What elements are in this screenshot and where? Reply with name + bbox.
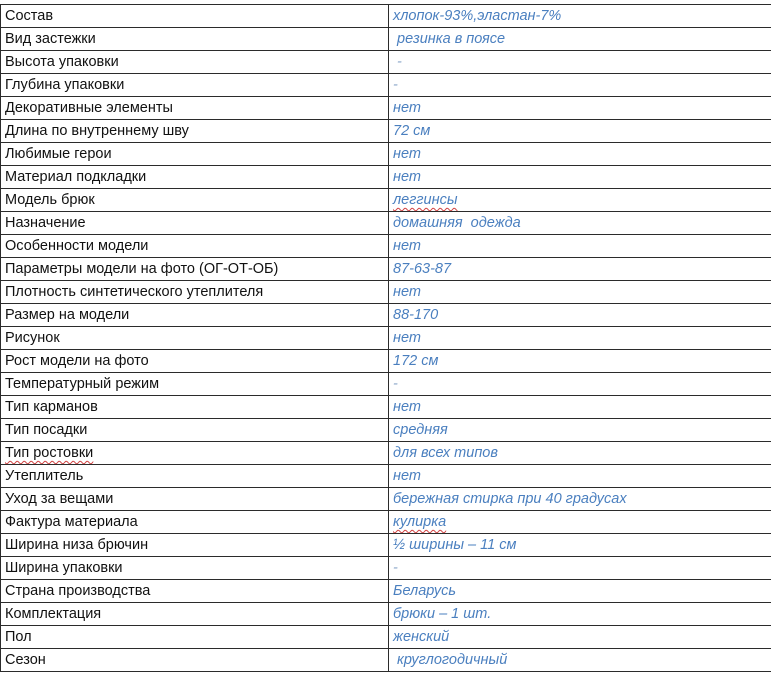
product-spec-table (0, 4, 771, 672)
spec-key: Вид застежки (1, 28, 389, 51)
table-row (1, 143, 771, 166)
spec-value: нет (389, 235, 771, 258)
table-row (1, 465, 771, 488)
table-row (1, 28, 771, 51)
spec-value: нет (389, 396, 771, 419)
spec-key: Тип посадки (1, 419, 389, 442)
spec-key: Размер на модели (1, 304, 389, 327)
spec-key: Уход за вещами (1, 488, 389, 511)
table-row (1, 534, 771, 557)
spec-value: женский (389, 626, 771, 649)
spec-key: Состав (1, 5, 389, 28)
table-row (1, 74, 771, 97)
spec-key: Рисунок (1, 327, 389, 350)
spec-key: Утеплитель (1, 465, 389, 488)
spec-key: Сезон (1, 649, 389, 672)
table-row (1, 327, 771, 350)
table-row (1, 120, 771, 143)
table-row (1, 189, 771, 212)
spec-value: нет (389, 166, 771, 189)
spec-value: 72 см (389, 120, 771, 143)
table-row (1, 419, 771, 442)
spec-key: Комплектация (1, 603, 389, 626)
spec-value: - (389, 51, 771, 74)
spec-value: - (389, 74, 771, 97)
spellcheck-underlined-key: Тип ростовки (5, 445, 94, 461)
table-row (1, 511, 771, 534)
spec-key: Пол (1, 626, 389, 649)
table-row (1, 649, 771, 672)
spec-key: Назначение (1, 212, 389, 235)
spec-key: Температурный режим (1, 373, 389, 396)
spec-key: Глубина упаковки (1, 74, 389, 97)
table-row (1, 166, 771, 189)
spec-key: Модель брюк (1, 189, 389, 212)
table-row (1, 212, 771, 235)
spec-value: домашняя одежда (389, 212, 771, 235)
table-row (1, 626, 771, 649)
spec-value: нет (389, 327, 771, 350)
table-row (1, 51, 771, 74)
spec-value: нет (389, 97, 771, 120)
spec-key: Декоративные элементы (1, 97, 389, 120)
spec-key: Ширина упаковки (1, 557, 389, 580)
spec-value: круглогодичный (389, 649, 771, 672)
table-row (1, 603, 771, 626)
spec-key (1, 442, 389, 465)
spec-value: 172 см (389, 350, 771, 373)
spec-value: нет (389, 281, 771, 304)
spellcheck-underlined-value: кулирка (393, 514, 447, 530)
spec-key: Страна производства (1, 580, 389, 603)
spellcheck-underlined-value: леггинсы (393, 192, 458, 208)
spec-key: Длина по внутреннему шву (1, 120, 389, 143)
spec-value (389, 189, 771, 212)
table-row (1, 5, 771, 28)
spec-value: - (389, 373, 771, 396)
spec-value (389, 511, 771, 534)
spec-value: Беларусь (389, 580, 771, 603)
spec-value: 88-170 (389, 304, 771, 327)
spec-value: 87-63-87 (389, 258, 771, 281)
spec-value: хлопок-93%,эластан-7% (389, 5, 771, 28)
table-row (1, 97, 771, 120)
spec-table-body (1, 5, 771, 672)
spec-key: Рост модели на фото (1, 350, 389, 373)
table-row (1, 304, 771, 327)
spec-value: для всех типов (389, 442, 771, 465)
spec-key: Фактура материала (1, 511, 389, 534)
spec-key: Параметры модели на фото (ОГ-ОТ-ОБ) (1, 258, 389, 281)
spec-key: Материал подкладки (1, 166, 389, 189)
spec-value: - (389, 557, 771, 580)
table-row (1, 350, 771, 373)
table-row (1, 557, 771, 580)
table-row (1, 488, 771, 511)
spec-key: Особенности модели (1, 235, 389, 258)
spec-key: Любимые герои (1, 143, 389, 166)
spec-value: нет (389, 143, 771, 166)
spec-value: бережная стирка при 40 градусах (389, 488, 771, 511)
table-row (1, 235, 771, 258)
spec-key: Высота упаковки (1, 51, 389, 74)
spec-value: средняя (389, 419, 771, 442)
spec-key: Ширина низа брючин (1, 534, 389, 557)
table-row (1, 396, 771, 419)
table-row (1, 281, 771, 304)
spec-value: резинка в поясе (389, 28, 771, 51)
table-row (1, 580, 771, 603)
spec-value: ½ ширины – 11 см (389, 534, 771, 557)
spec-key: Тип карманов (1, 396, 389, 419)
table-row (1, 373, 771, 396)
table-row (1, 258, 771, 281)
spec-key: Плотность синтетического утеплителя (1, 281, 389, 304)
table-row (1, 442, 771, 465)
spec-value: брюки – 1 шт. (389, 603, 771, 626)
spec-value: нет (389, 465, 771, 488)
